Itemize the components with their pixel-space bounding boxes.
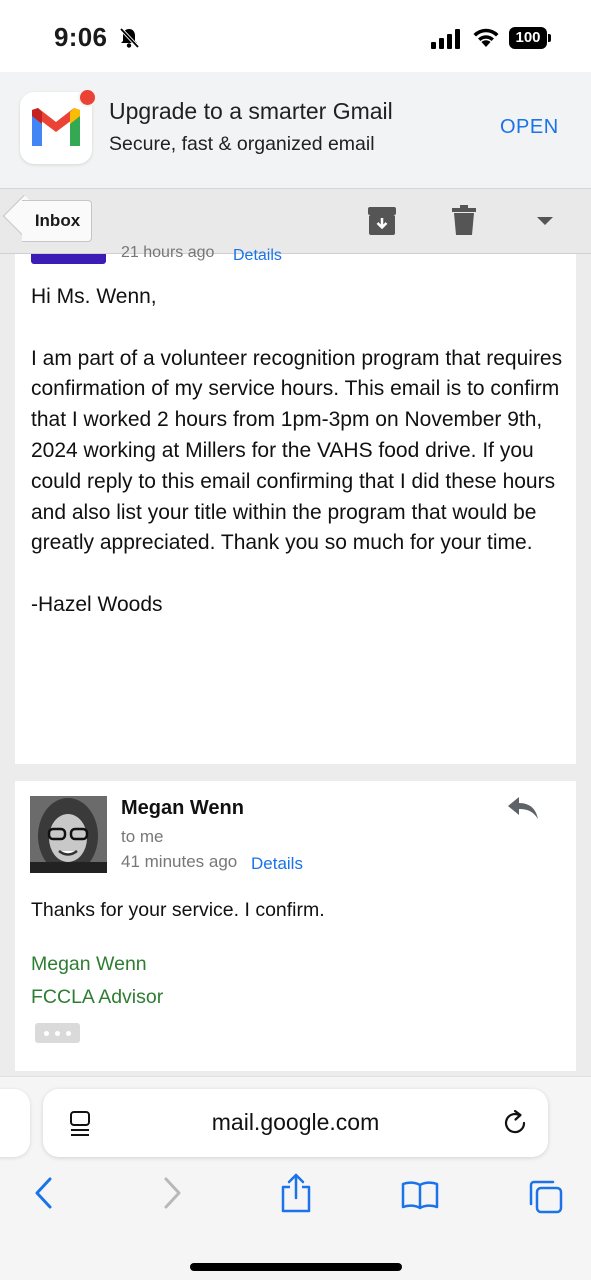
sender-avatar	[30, 796, 107, 873]
gmail-app-banner	[0, 72, 591, 188]
message-paragraph: I am part of a volunteer recognition program that requires confirmation of my service hours. This email is to confirm that I worked 2 hours from 1pm-3pm on November 9th, 2024 working at Millers for the VAHS food drive. If you could reply to this email confirming that I did these hours and also list your title within the program that would be greatly appreciated. Thank you so much for your time.	[31, 346, 563, 555]
message-greeting: Hi Ms. Wenn,	[31, 285, 157, 308]
message-card-megan	[15, 781, 576, 1071]
bookmarks-icon[interactable]	[401, 1180, 439, 1210]
status-time: 9:06	[54, 22, 108, 52]
share-icon[interactable]	[280, 1173, 312, 1213]
address-bar[interactable]	[43, 1089, 548, 1157]
promo-subtitle: Secure, fast & organized email	[109, 133, 375, 155]
reload-icon[interactable]	[501, 1109, 529, 1137]
ellipsis-dot	[55, 1031, 60, 1036]
message-card-hazel	[15, 244, 576, 764]
tabs-icon[interactable]	[527, 1178, 563, 1214]
trash-icon[interactable]	[452, 205, 476, 235]
signature-title: FCCLA Advisor	[31, 986, 164, 1008]
sender-name: Megan Wenn	[121, 797, 244, 819]
status-bar	[0, 0, 591, 72]
message-time-partial: 21 hours ago	[121, 244, 215, 261]
back-icon[interactable]	[32, 1175, 56, 1211]
recipient-label: to me	[121, 827, 164, 846]
open-app-button[interactable]: OPEN	[500, 116, 559, 138]
inbox-back-label: Inbox	[22, 200, 92, 242]
message-toolbar	[0, 188, 591, 254]
ellipsis-dot	[66, 1031, 71, 1036]
details-link[interactable]: Details	[251, 854, 303, 873]
ellipsis-dot	[44, 1031, 49, 1036]
show-trimmed-content-button[interactable]	[35, 1023, 80, 1043]
wifi-icon	[471, 25, 501, 49]
signature-name: Megan Wenn	[31, 953, 147, 975]
browser-bottom-bar	[0, 1076, 591, 1280]
url-text: mail.google.com	[211, 1109, 380, 1135]
sender-avatar-partial	[31, 254, 106, 264]
battery-indicator	[509, 27, 551, 49]
message-body: Thanks for your service. I confirm.	[31, 899, 325, 921]
archive-icon[interactable]	[367, 206, 397, 236]
home-indicator	[190, 1263, 402, 1271]
cellular-signal-icon	[431, 29, 463, 49]
reply-icon[interactable]	[507, 795, 539, 821]
message-body	[31, 282, 566, 652]
message-time: 41 minutes ago	[121, 852, 238, 871]
forward-icon[interactable]	[160, 1175, 184, 1211]
notification-dot	[78, 88, 97, 107]
more-options-icon[interactable]	[535, 215, 555, 227]
bell-silenced-icon	[118, 27, 140, 49]
battery-cap	[548, 34, 551, 42]
previous-tab-peek[interactable]	[0, 1089, 30, 1157]
promo-title: Upgrade to a smarter Gmail	[109, 98, 393, 124]
details-link[interactable]: Details	[233, 247, 282, 264]
battery-level: 100	[509, 27, 547, 49]
message-signature: -Hazel Woods	[31, 592, 163, 616]
